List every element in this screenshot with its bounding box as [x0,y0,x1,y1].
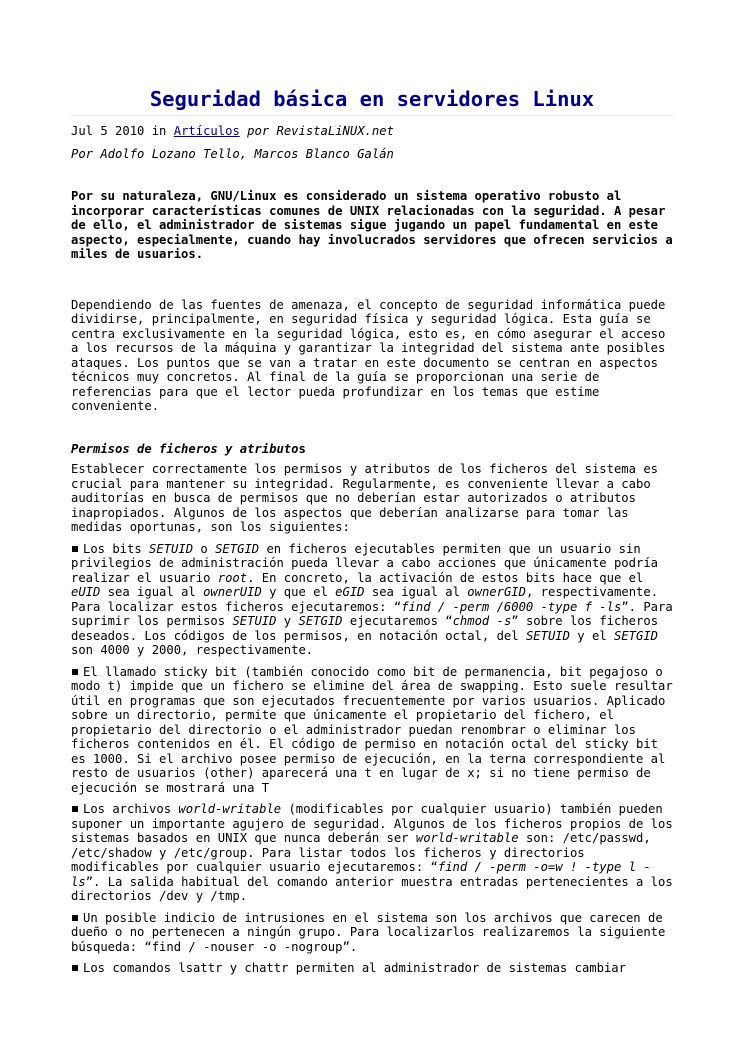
section-intro: Establecer correctamente los permisos y atributos de los ficheros del sistema es crucial para mantener su integridad. Regularmente, es conveniente llevar a cabo auditorías en busca de permisos que no deberían estar autorizados o atributos inapropiados. Algunos de los aspectos que deberían analizarse para tomar las medidas oportunas, son los siguientes: [71,462,658,534]
text: Los comandos lsattr y chattr permiten al administrador de sistemas cambiar [83,961,626,975]
text: en ficheros ejecutables permiten que un usuario sin privilegios de administración pueda llevar a cabo acciones que únicamente podría realizar el usuario [71,541,658,585]
term: SETGID [614,628,659,643]
text: sea igual al [100,585,204,599]
term: eGID [335,585,365,599]
bullet-square-icon [72,915,78,921]
text: y el [569,628,614,643]
text: son: /etc/passwd, /etc/shadow y /etc/group. Para listar todos los ficheros y directorios modificables por cualquier usuario ejecutaremos: “ [71,831,651,874]
term: eUID [71,585,101,599]
lead-paragraph: Por su naturaleza, GNU/Linux es considerado un sistema operativo robusto al incorporar características comunes de UNIX relacionadas con la seguridad. A pesar de ello, el administrador de sistemas sigue jugando un papel fundamental en este aspecto, especialmente, cuando hay involucrados servidores que ofrecen servicios a miles de usuarios. [71,189,673,261]
text: , respectivamente. Para localizar estos ficheros ejecutaremos: “ [71,585,659,614]
text: ”. La salida habitual del comando anterior muestra entradas pertenecientes a los directorios /dev y /tmp. [71,874,673,903]
page-title: Seguridad básica en servidores Linux [71,86,673,116]
text: ejecutaremos “ [342,614,453,628]
term: world-writable [178,802,282,816]
term: SETUID [149,541,194,556]
list-item [71,542,673,658]
list-item [71,665,673,796]
article-meta [71,124,673,139]
category-link[interactable]: Artículos [173,124,240,138]
text: son 4000 y 2000, respectivamente. [71,643,314,657]
source-name: RevistaLiNUX.net [276,124,394,138]
text: Un posible indicio de intrusiones en el sistema son los archivos que carecen de dueño o no pertenecen a ningún grupo. Para localizarlos realizaremos la siguiente búsqueda: “find / -nouser -o -nogroup”. [71,910,666,954]
bullet-square-icon [72,806,78,812]
text: Los bits [83,541,150,556]
text: ”. Para suprimir los permisos [71,599,673,628]
term: SETGID [298,614,343,628]
bullet-square-icon [72,965,78,971]
term: ownerUID [203,585,262,599]
term: world-writable [415,831,519,845]
text: y [276,614,299,628]
section-heading [71,442,673,457]
bullet-square-icon [72,546,78,552]
text: y que el [261,585,336,599]
bullet-square-icon [72,669,78,675]
text: El llamado sticky bit (también conocido como bit de permanencia, bit pegajoso o modo t) impide que un fichero se elimine del área de swapping. Esto suele resultar útil en programas que son ejecutados frecuentemente por varios usuarios. Aplicado sobre un directorio, permite que únicamente el propietario del fichero, el propietario del directorio o el administrador puedan renombrar o eliminar los ficheros contenidos en él. El código de permiso en notación octal del sticky bit es 1000. Si el archivo posee permiso de ejecución, en la terna correspondiente al resto de usuarios (other) aparecerá una t en lugar de x; si no tiene permiso de ejecución se mostrará una T [71,664,673,795]
post-date: Jul 5 2010 [71,124,145,138]
in-word: in [151,124,167,138]
por-word: por [247,124,270,138]
term: root [217,570,248,585]
command: chmod -s [452,614,512,628]
section-heading-tail: s [298,441,306,456]
term: SETUID [525,628,570,643]
intro-paragraph: Dependiendo de las fuentes de amenaza, el concepto de seguridad informática puede dividirse, principalmente, en seguridad física y seguridad lógica. Esta guía se centra exclusivamente en la seguridad lógica, esto es, en cómo asegurar el acceso a los recursos de la máquina y garantizar la integridad del sistema ante posibles ataques. Los puntos que se van a tratar en este documento se centran en aspectos técnicos muy concretos. Al final de la guía se proporcionan una serie de referencias para que el lector pueda profundizar en los temas que estime conveniente. [71,297,666,413]
term: SETUID [232,614,277,628]
text: Los archivos [83,802,179,816]
text: ” sobre los ficheros deseados. Los códigos de los permisos, en notación octal, del [71,614,659,643]
text: (modificables por cualquier usuario) también pueden suponer un importante agujero de seguridad. Algunos de los ficheros propios de los sistemas basados en UNIX que nunca deberán ser [71,802,673,845]
command: find / -perm -o=w ! -type l -ls [71,860,651,889]
term: SETGID [215,541,260,556]
text: sea igual al [364,585,468,599]
term: ownerGID [467,585,526,599]
text: o [193,541,216,556]
authors-line: Por Adolfo Lozano Tello, Marcos Blanco Galán [71,146,394,161]
list-item [71,802,673,904]
section-heading-italic: Permisos de ficheros y atributo [71,441,299,456]
text: . En concreto, la activación de estos bits hace que el [247,570,644,585]
list-item [71,961,673,976]
list-item [71,911,673,955]
command: find / -perm /6000 -type f -ls [401,599,622,614]
